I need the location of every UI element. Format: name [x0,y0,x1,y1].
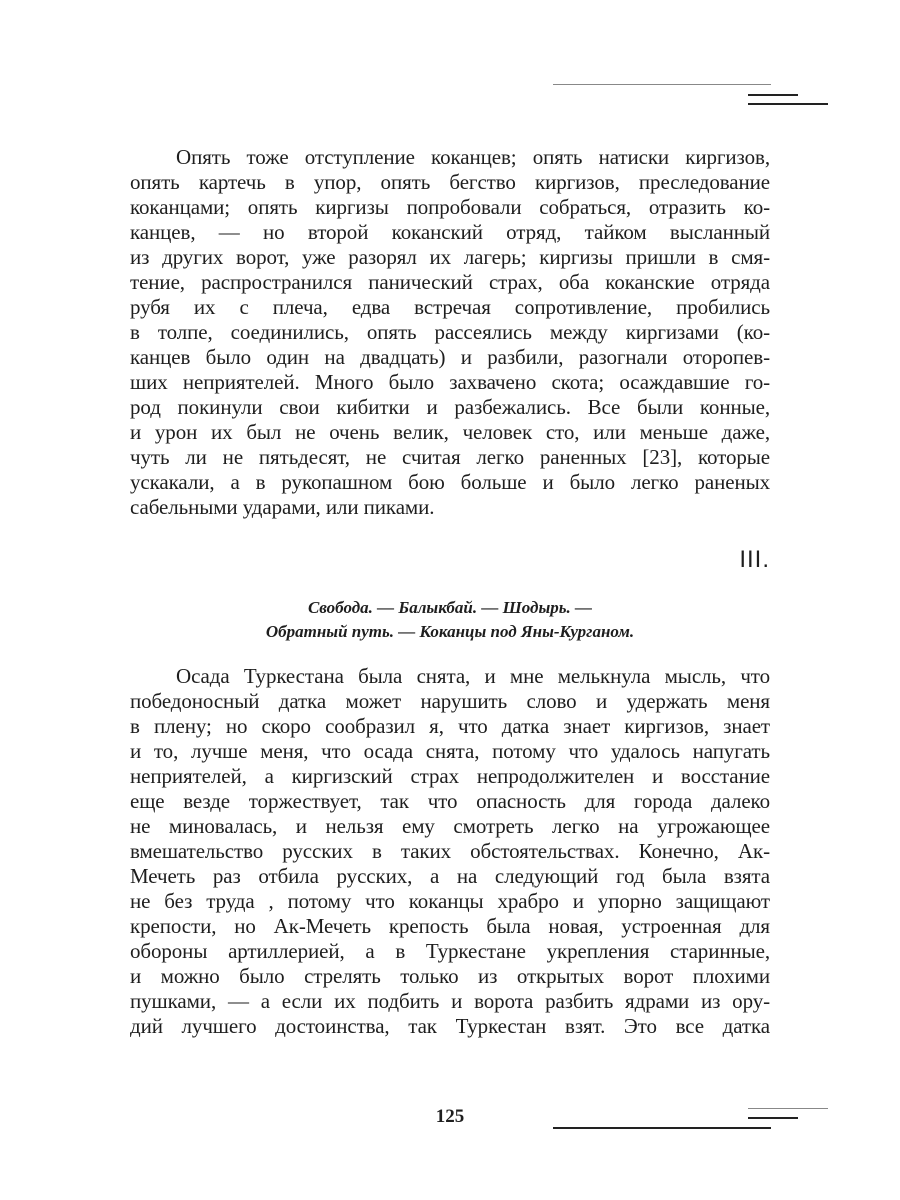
text-line: вмешательство русских в таких обстоятельствах. Конечно, Ак- [130,839,770,863]
text-line: дий лучшего достоинства, так Туркестан взят. Это все датка [130,1014,770,1038]
chapter-subtitle-line-2: Обратный путь. — Коканцы под Яны-Курганом. [265,622,635,641]
text-line: тение, распространился панический страх, оба коканские отряда [130,270,770,294]
text-line: Опять тоже отступление коканцев; опять натиски киргизов, [176,145,770,169]
text-line: канцев, — но второй коканский отряд, тайком высланный [130,220,770,244]
text-line: ших неприятелей. Много было захвачено скота; осаждавшие го- [130,370,770,394]
header-rule-bottom [748,103,828,105]
text-line: ускакали, а в рукопашном бою больше и было легко раненых [130,470,770,494]
text-line: не без труда , потому что коканцы храбро и упорно защищают [130,889,770,913]
footer-rule-short [748,1117,798,1119]
text-line: победоносный датка может нарушить слово и удержать меня [130,689,770,713]
text-line: Мечеть раз отбила русских, а на следующий год была взята [130,864,770,888]
text-line: крепости, но Ак-Мечеть крепость была новая, устроенная для [130,914,770,938]
text-line: опять картечь в упор, опять бегство киргизов, преследование [130,170,770,194]
chapter-number: III. [739,546,770,573]
text-line: еще везде торжествует, так что опасность для города далеко [130,789,770,813]
text-line: в плену; но скоро сообразил я, что датка знает киргизов, знает [130,714,770,738]
text-line: пушками, — а если их подбить и ворота разбить ядрами из ору- [130,989,770,1013]
text-line: в толпе, соединились, опять рассеялись между киргизами (ко- [130,320,770,344]
footer-rule-bottom [553,1127,771,1129]
text-line: и то, лучше меня, что осада снята, потому что удалось напугать [130,739,770,763]
text-line: не миновалась, и нельзя ему смотреть легко на угрожающее [130,814,770,838]
text-line: чуть ли не пятьдесят, не считая легко раненных [23], которые [130,445,770,469]
page-number: 125 [435,1106,465,1127]
text-line: сабельными ударами, или пиками. [130,495,435,519]
text-line: и можно было стрелять только из открытых ворот плохими [130,964,770,988]
text-line: коканцами; опять киргизы попробовали собраться, отразить ко- [130,195,770,219]
text-line: Осада Туркестана была снята, и мне мелькнула мысль, что [176,664,770,688]
header-rule-top [553,84,771,85]
text-line: неприятелей, а киргизский страх непродолжителен и восстание [130,764,770,788]
text-line: из других ворот, уже разорял их лагерь; киргизы пришли в смя- [130,245,770,269]
footer-rule-top [748,1108,828,1109]
text-line: род покинули свои кибитки и разбежались. Все были конные, [130,395,770,419]
header-rule-short [748,94,798,96]
text-line: рубя их с плеча, едва встречая сопротивление, пробились [130,295,770,319]
text-line: обороны артиллерией, а в Туркестане укрепления старинные, [130,939,770,963]
text-line: и урон их был не очень велик, человек сто, или меньше даже, [130,420,770,444]
text-line: канцев было один на двадцать) и разбили, разогнали оторопев- [130,345,770,369]
chapter-subtitle-line-1: Свобода. — Балыкбай. — Шодырь. — [307,598,593,617]
